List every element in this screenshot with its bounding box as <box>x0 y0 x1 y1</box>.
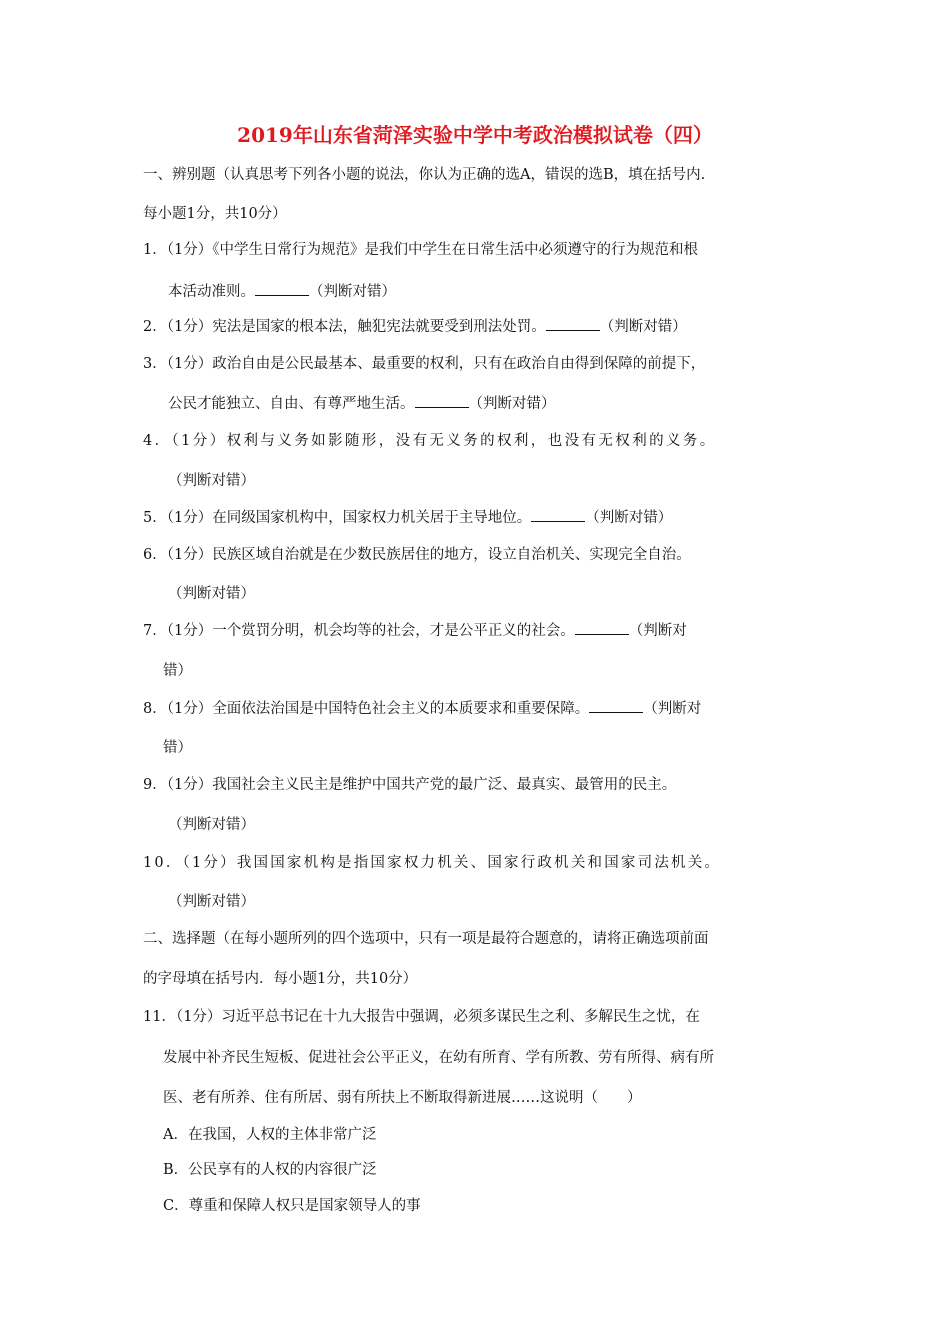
section2-instructions-line1: 二、选择题（在每小题所列的四个选项中，只有一项是最符合题意的，请将正确选项前面 <box>143 931 709 947</box>
answer-blank-5[interactable] <box>531 507 585 522</box>
question-8-line2: 错） <box>163 740 192 756</box>
question-1-line2: 本活动准则。 （判断对错） <box>168 281 396 302</box>
section1-instructions-line2: 每小题1分，共10分） <box>143 206 287 222</box>
answer-blank-1[interactable] <box>255 281 309 296</box>
question-11-option-a: A．在我国，人权的主体非常广泛 <box>163 1127 377 1143</box>
question-4-tag: （判断对错） <box>168 473 255 489</box>
question-4-text: 4．（1分）权利与义务如影随形，没有无义务的权利，也没有无权利的义务。 <box>143 433 717 449</box>
question-7-text: 7．（1分）一个赏罚分明，机会均等的社会，才是公平正义的社会。 （判断对 <box>143 620 687 641</box>
question-11-option-c: C．尊重和保障人权只是国家领导人的事 <box>163 1198 421 1214</box>
answer-blank-2[interactable] <box>546 316 600 331</box>
page-title: 2019年山东省菏泽实验中学中考政治模拟试卷（四） <box>237 123 713 147</box>
question-10-tag: （判断对错） <box>168 894 255 910</box>
question-11-text: 11．（1分）习近平总书记在十九大报告中强调，必须多谋民生之利、多解民生之忧，在 <box>143 1009 700 1025</box>
section2-instructions-line2: 的字母填在括号内．每小题1分，共10分） <box>143 971 418 987</box>
question-2-text: 2．（1分）宪法是国家的根本法，触犯宪法就要受到刑法处罚。 （判断对错） <box>143 316 687 337</box>
section1-instructions-line1: 一、辨别题（认真思考下列各小题的说法，你认为正确的选A，错误的选B，填在括号内. <box>143 167 706 183</box>
question-9-text: 9．（1分）我国社会主义民主是维护中国共产党的最广泛、最真实、最管用的民主。 <box>143 777 677 793</box>
question-11-line2: 发展中补齐民生短板、促进社会公平正义，在幼有所育、学有所教、劳有所得、病有所 <box>163 1050 714 1066</box>
question-7-line2: 错） <box>163 663 192 679</box>
question-11-option-b: B．公民享有的人权的内容很广泛 <box>163 1162 377 1178</box>
answer-blank-7[interactable] <box>575 620 629 635</box>
answer-blank-8[interactable] <box>589 698 643 713</box>
question-5-text: 5．（1分）在同级国家机构中，国家权力机关居于主导地位。 （判断对错） <box>143 507 672 528</box>
question-11-line3: 医、老有所养、住有所居、弱有所扶上不断取得新进展……这说明（ ） <box>163 1090 642 1106</box>
question-9-tag: （判断对错） <box>168 817 255 833</box>
question-8-text: 8．（1分）全面依法治国是中国特色社会主义的本质要求和重要保障。 （判断对 <box>143 698 701 719</box>
question-3-text: 3．（1分）政治自由是公民最基本、最重要的权利，只有在政治自由得到保障的前提下， <box>143 356 706 372</box>
question-6-text: 6．（1分）民族区域自治就是在少数民族居住的地方，设立自治机关、实现完全自治。 <box>143 547 691 563</box>
question-6-tag: （判断对错） <box>168 586 255 602</box>
answer-blank-3[interactable] <box>415 393 469 408</box>
question-1-text: 1．（1分）《中学生日常行为规范》是我们中学生在日常生活中必须遵守的行为规范和根 <box>143 242 698 258</box>
question-10-text: 10．（1分）我国国家机构是指国家权力机关、国家行政机关和国家司法机关。 <box>143 855 722 871</box>
question-3-line2: 公民才能独立、自由、有尊严地生活。 （判断对错） <box>168 393 556 414</box>
